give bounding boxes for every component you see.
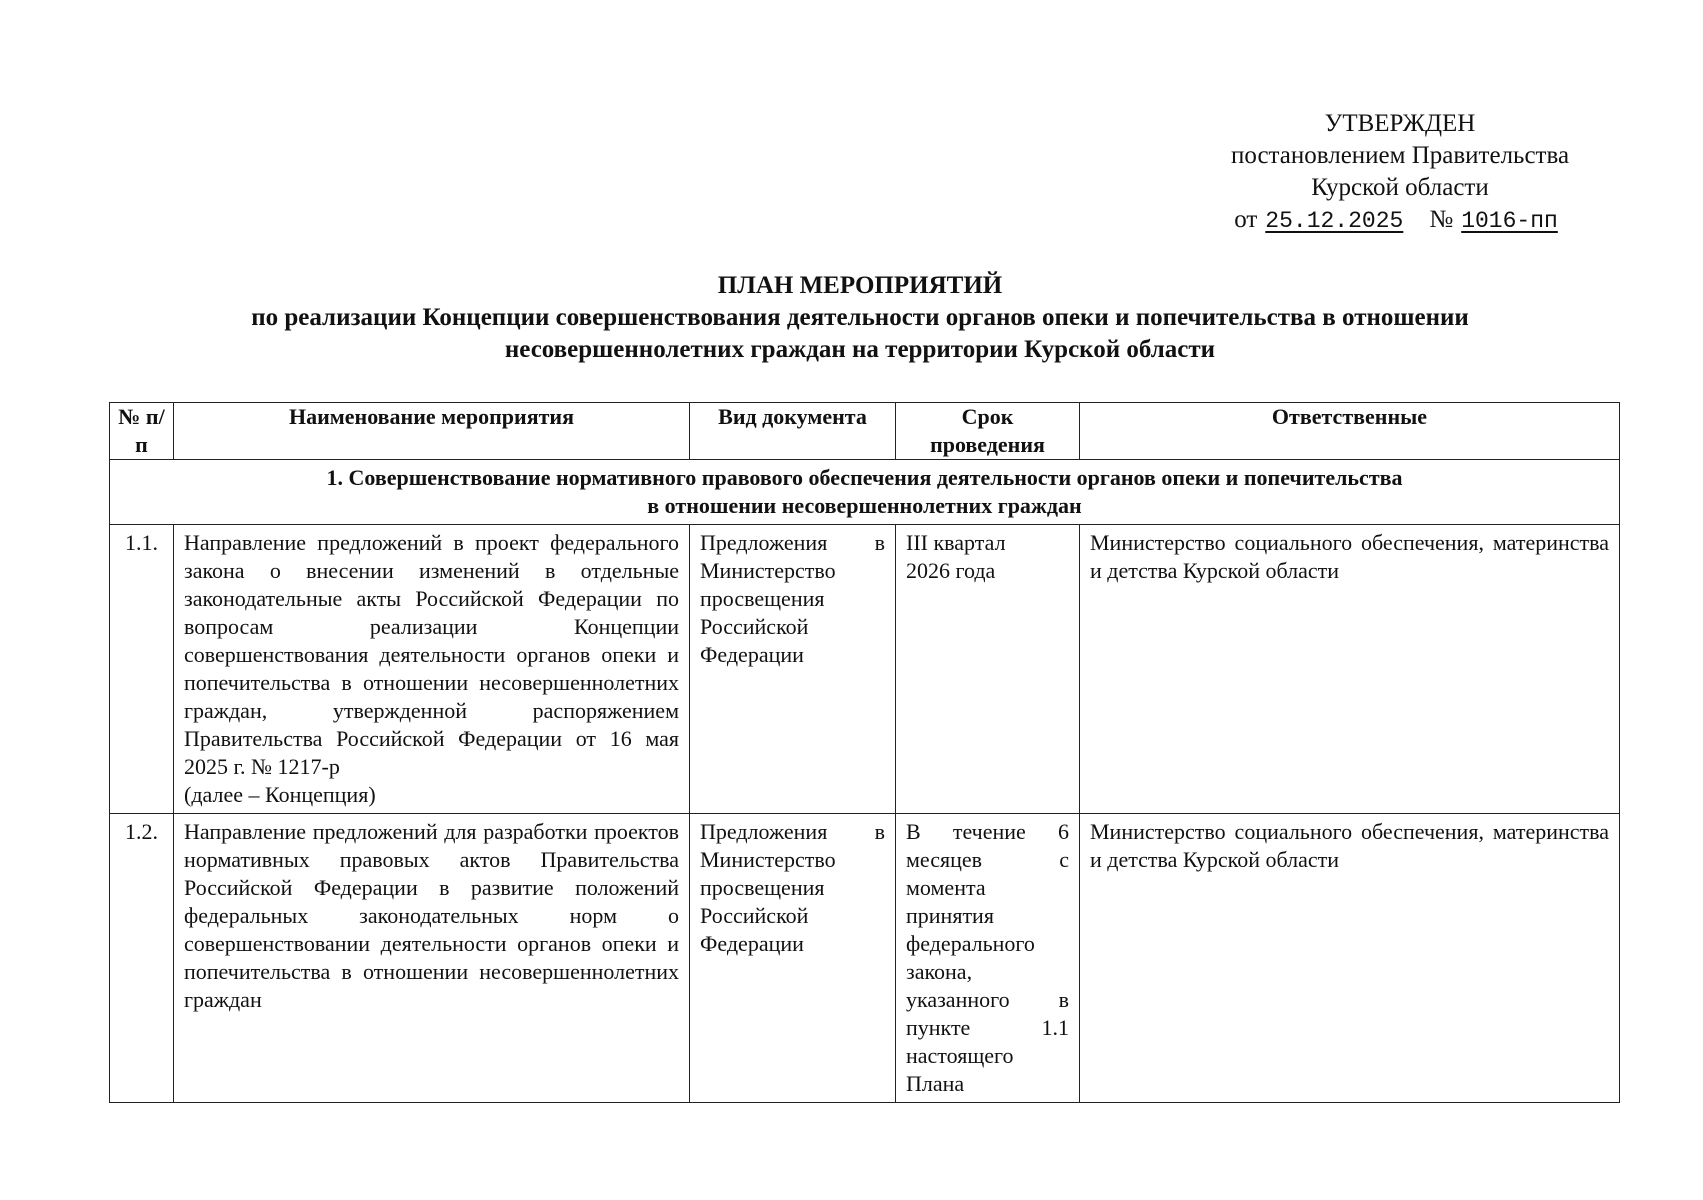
header-responsible: Ответственные bbox=[1080, 403, 1620, 460]
row-doc-type: Предложения в Министерство просвещения Российской Федерации bbox=[690, 525, 896, 814]
number-label: № bbox=[1429, 206, 1454, 233]
approval-date: 25.12.2025 bbox=[1265, 208, 1404, 234]
title-sub-1: по реализации Концепции совершенствования деятельности органов опеки и попечительства в отношении bbox=[251, 304, 1469, 331]
approval-number: 1016-пп bbox=[1461, 208, 1558, 234]
table-header-row bbox=[110, 403, 1620, 460]
section-title-line-1: 1. Совершенствование нормативного правового обеспечения деятельности органов опеки и попечительства bbox=[326, 465, 1403, 490]
row-deadline: В течение 6 месяцев с момента принятия федерального закона, указанного в пункте 1.1 настоящего Плана bbox=[896, 814, 1080, 1103]
plan-table bbox=[109, 402, 1620, 1103]
title-main: ПЛАН МЕРОПРИЯТИЙ bbox=[717, 272, 1003, 299]
header-name: Наименование мероприятия bbox=[174, 403, 690, 460]
section-title bbox=[110, 460, 1620, 525]
table-row bbox=[110, 525, 1620, 814]
row-num: 1.2. bbox=[110, 814, 174, 1103]
approval-stamp bbox=[1200, 108, 1600, 237]
header-doc-type: Вид документа bbox=[690, 403, 896, 460]
title-sub-2: несовершеннолетних граждан на территории Курской области bbox=[504, 336, 1216, 363]
row-responsible: Министерство социального обеспечения, материнства и детства Курской области bbox=[1080, 814, 1620, 1103]
row-responsible: Министерство социального обеспечения, материнства и детства Курской области bbox=[1080, 525, 1620, 814]
row-name: Направление предложений для разработки проектов нормативных правовых актов Правительства Российской Федерации в развитие положений федеральных законодательных норм о совершенствовании деятельности органов опеки и попечительства в отношении несовершеннолетних граждан bbox=[174, 814, 690, 1103]
row-name bbox=[174, 525, 690, 814]
approval-region: Курской области bbox=[1311, 174, 1489, 201]
table-row bbox=[110, 814, 1620, 1103]
approval-date-line bbox=[1200, 204, 1600, 237]
row-num: 1.1. bbox=[110, 525, 174, 814]
approval-authority: постановлением Правительства bbox=[1230, 142, 1570, 169]
section-title-line-2: в отношении несовершеннолетних граждан bbox=[647, 493, 1082, 518]
row-name-tail: (далее – Концепция) bbox=[184, 782, 376, 807]
row-doc-type: Предложения в Министерство просвещения Российской Федерации bbox=[690, 814, 896, 1103]
from-label: от bbox=[1234, 206, 1258, 233]
header-num: № п/п bbox=[110, 403, 174, 460]
approval-heading: УТВЕРЖДЕН bbox=[1324, 110, 1476, 137]
row-name-text: Направление предложений в проект федерального закона о внесении изменений в отдельные законодательные акты Российской Федерации по вопросам реализации Концепции совершенствования деятельности органов опеки и попечительства в отношении несовершеннолетних граждан, утвержденной распоряжением Правительства Российской Федерации от 16 мая 2025 г. № 1217-р bbox=[184, 530, 679, 779]
row-deadline: III квартал 2026 года bbox=[896, 525, 1080, 814]
section-row bbox=[110, 460, 1620, 525]
header-deadline: Срок проведения bbox=[896, 403, 1080, 460]
document-title bbox=[100, 270, 1620, 366]
